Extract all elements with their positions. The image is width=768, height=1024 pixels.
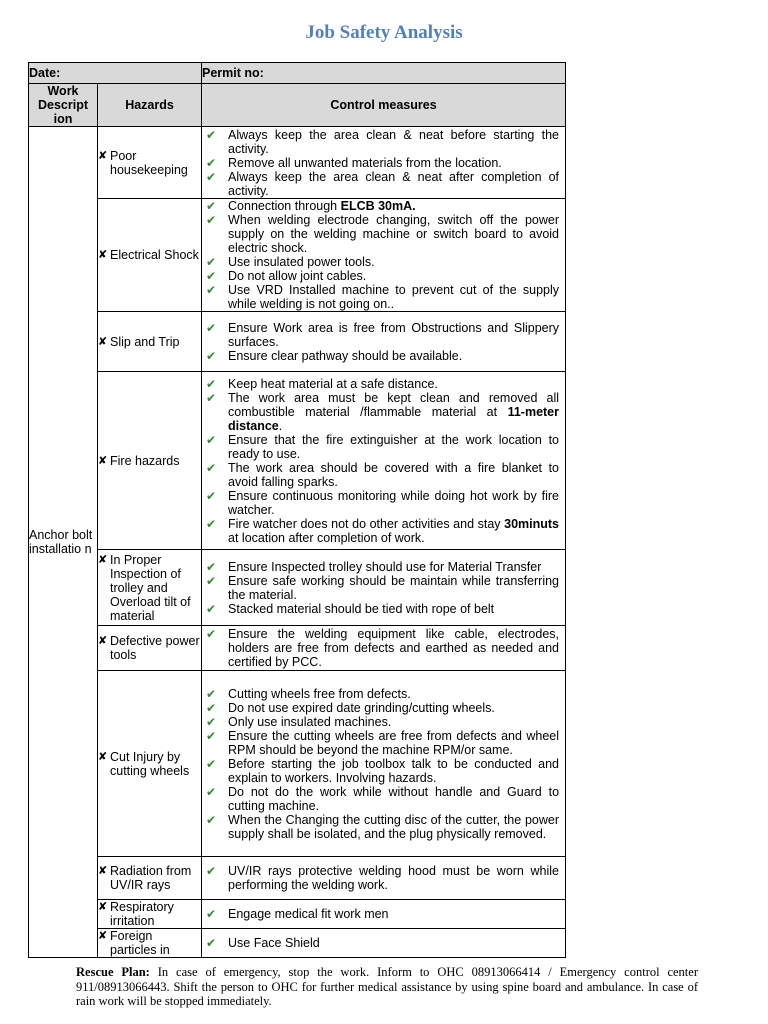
check-mark-icon: ✔	[206, 320, 217, 335]
check-mark-icon: ✔	[206, 516, 217, 531]
cross-mark-icon: ✘	[98, 249, 108, 261]
check-mark-icon: ✔	[206, 376, 217, 391]
hazard-cell	[98, 312, 202, 372]
table-row	[29, 199, 566, 312]
check-mark-icon: ✔	[206, 936, 217, 950]
cross-mark-icon: ✘	[98, 930, 108, 942]
check-mark-icon: ✔	[206, 199, 217, 213]
date-label: Date:	[29, 63, 202, 84]
check-mark-icon: ✔	[206, 864, 217, 878]
check-mark-icon: ✔	[206, 283, 217, 297]
control-measure-item	[206, 170, 559, 198]
control-measure-text: Engage medical fit work men	[228, 907, 389, 921]
control-measure-text: Always keep the area clean & neat before starting the activity.	[228, 127, 560, 156]
hazard-cell	[98, 900, 202, 929]
control-measure-text: Ensure Inspected trolley should use for Material Transfer	[228, 559, 542, 574]
check-mark-icon: ✔	[206, 784, 217, 799]
hazard-text: In Proper Inspection of trolley and Overload tilt of material	[110, 552, 191, 623]
control-measure-text: UV/IR rays protective welding hood must be worn while performing the welding work.	[228, 864, 560, 892]
control-measure-text: The work area must be kept clean and removed all combustible material /flammable material at 11-meter distance.	[228, 390, 560, 433]
check-mark-icon: ✔	[206, 601, 217, 616]
hazard-text: Cut Injury by cutting wheels	[110, 749, 190, 778]
check-mark-icon: ✔	[206, 559, 217, 574]
hazard-cell	[98, 671, 202, 857]
check-mark-icon: ✔	[206, 169, 217, 184]
check-mark-icon: ✔	[206, 812, 217, 827]
control-measures-cell	[202, 550, 566, 626]
control-measure-text: Fire watcher does not do other activities and stay 30minuts at location after completion of work.	[228, 516, 560, 545]
control-measure-text: Ensure the cutting wheels are free from defects and wheel RPM should be beyond the machine RPM/or same.	[228, 728, 560, 757]
control-measure-item	[206, 715, 559, 729]
hazard-cell	[98, 199, 202, 312]
control-measure-item	[206, 757, 559, 785]
control-measure-item	[206, 627, 559, 669]
control-measure-text: Connection through ELCB 30mA.	[228, 199, 416, 213]
column-header-controls: Control measures	[202, 84, 566, 127]
control-measure-text: Do not allow joint cables.	[228, 269, 367, 283]
hazard-text: Poor housekeeping	[110, 148, 188, 177]
hazard-text: Defective power tools	[110, 634, 200, 662]
table-row	[29, 550, 566, 626]
rescue-plan-label: Rescue Plan:	[76, 965, 150, 979]
control-measures-cell	[202, 857, 566, 900]
table-row	[29, 372, 566, 550]
control-measure-text: Ensure that the fire extinguisher at the work location to ready to use.	[228, 432, 560, 461]
control-measure-text: Remove all unwanted materials from the location.	[228, 155, 502, 170]
hazard-cell	[98, 127, 202, 199]
control-measure-text: When the Changing the cutting disc of the cutter, the power supply shall be isolated, and the plug physically removed.	[228, 812, 560, 841]
control-measures-cell	[202, 929, 566, 958]
hazard-cell	[98, 372, 202, 550]
control-measure-item	[206, 560, 559, 574]
work-description-cell: Anchor bolt installatio n	[29, 127, 98, 958]
control-measure-item	[206, 391, 559, 433]
control-measure-item	[206, 349, 559, 363]
check-mark-icon: ✔	[206, 573, 217, 588]
table-row	[29, 312, 566, 372]
table-row	[29, 900, 566, 929]
hazard-text: Slip and Trip	[110, 334, 180, 349]
control-measure-item	[206, 936, 559, 950]
rescue-plan	[76, 965, 698, 1009]
control-measure-text: Do not use expired date grinding/cutting wheels.	[228, 700, 495, 715]
control-measure-item	[206, 321, 559, 349]
hazard-cell	[98, 857, 202, 900]
cross-mark-icon: ✘	[98, 901, 108, 913]
check-mark-icon: ✔	[206, 348, 217, 363]
check-mark-icon: ✔	[206, 432, 217, 447]
page-title: Job Safety Analysis	[305, 22, 463, 43]
control-measure-text: Keep heat material at a safe distance.	[228, 376, 438, 391]
rescue-plan-text: In case of emergency, stop the work. Inform to OHC 08913066414 / Emergency control center 911/08913066443. Shift the person to OHC for further medical assistance by using spine board and ambulance. In case of rain work will be stopped immediately.	[76, 965, 698, 1008]
check-mark-icon: ✔	[206, 686, 217, 701]
cross-mark-icon: ✘	[98, 635, 108, 647]
control-measure-item	[206, 128, 559, 156]
cross-mark-icon: ✘	[98, 149, 108, 162]
control-measures-cell	[202, 312, 566, 372]
check-mark-icon: ✔	[206, 255, 217, 269]
table-row	[29, 857, 566, 900]
column-header-work: Work Descript ion	[29, 84, 98, 127]
control-measure-item	[206, 269, 559, 283]
table-column-headers	[29, 84, 566, 127]
control-measure-item	[206, 213, 559, 255]
control-measure-item	[206, 255, 559, 269]
check-mark-icon: ✔	[206, 907, 217, 921]
control-measure-item	[206, 199, 559, 213]
control-measure-text: When welding electrode changing, switch off the power supply on the welding machine or switch board to avoid electric shock.	[228, 213, 560, 255]
control-measure-item	[206, 687, 559, 701]
control-measure-item	[206, 433, 559, 461]
control-measure-item	[206, 602, 559, 616]
control-measure-item	[206, 489, 559, 517]
cross-mark-icon: ✘	[98, 454, 108, 467]
control-measure-text: Ensure safe working should be maintain while transferring the material.	[228, 573, 560, 602]
check-mark-icon: ✔	[206, 390, 217, 405]
check-mark-icon: ✔	[206, 700, 217, 715]
table-row	[29, 127, 566, 199]
control-measure-text: Before starting the job toolbox talk to be conducted and explain to workers. Involving hazards.	[228, 756, 560, 785]
hazard-text: Foreign particles in	[110, 929, 170, 957]
hazard-text: Radiation from UV/IR rays	[110, 864, 192, 892]
check-mark-icon: ✔	[206, 728, 217, 743]
control-measure-text: Ensure continuous monitoring while doing hot work by fire watcher.	[228, 488, 560, 517]
control-measure-text: Always keep the area clean & neat after completion of activity.	[228, 169, 560, 198]
cross-mark-icon: ✘	[98, 335, 108, 348]
control-measure-item	[206, 701, 559, 715]
hazard-text: Electrical Shock	[110, 248, 199, 262]
cross-mark-icon: ✘	[98, 553, 108, 566]
control-measure-text: Use insulated power tools.	[228, 255, 375, 269]
control-measures-cell	[202, 626, 566, 671]
cross-mark-icon: ✘	[98, 865, 108, 877]
control-measure-item	[206, 517, 559, 545]
control-measure-text: Use VRD Installed machine to prevent cut of the supply while welding is not going on..	[228, 283, 560, 311]
control-measure-item	[206, 377, 559, 391]
control-measure-item	[206, 813, 559, 841]
control-measure-text: Ensure clear pathway should be available.	[228, 348, 463, 363]
permit-label: Permit no:	[202, 63, 566, 84]
hazard-cell	[98, 626, 202, 671]
check-mark-icon: ✔	[206, 714, 217, 729]
control-measure-item	[206, 864, 559, 892]
hazard-cell	[98, 929, 202, 958]
control-measures-cell	[202, 127, 566, 199]
control-measures-cell	[202, 199, 566, 312]
check-mark-icon: ✔	[206, 627, 217, 641]
table-row	[29, 626, 566, 671]
check-mark-icon: ✔	[206, 488, 217, 503]
table-header-top	[29, 63, 566, 84]
check-mark-icon: ✔	[206, 213, 217, 227]
control-measures-cell	[202, 372, 566, 550]
check-mark-icon: ✔	[206, 756, 217, 771]
hazard-text: Fire hazards	[110, 453, 180, 468]
control-measure-text: Cutting wheels free from defects.	[228, 686, 411, 701]
control-measure-text: Stacked material should be tied with rope of belt	[228, 601, 495, 616]
control-measure-item	[206, 283, 559, 311]
control-measure-item	[206, 785, 559, 813]
check-mark-icon: ✔	[206, 155, 217, 170]
check-mark-icon: ✔	[206, 127, 217, 142]
control-measures-cell	[202, 900, 566, 929]
control-measure-item	[206, 156, 559, 170]
hazard-text: Respiratory irritation	[110, 900, 174, 928]
control-measure-text: Do not do the work while without handle and Guard to cutting machine.	[228, 784, 560, 813]
control-measure-text: Only use insulated machines.	[228, 714, 392, 729]
control-measure-item	[206, 461, 559, 489]
control-measure-text: The work area should be covered with a fire blanket to avoid falling sparks.	[228, 460, 560, 489]
control-measure-text: Use Face Shield	[228, 936, 320, 950]
control-measure-item	[206, 729, 559, 757]
hazard-cell	[98, 550, 202, 626]
check-mark-icon: ✔	[206, 269, 217, 283]
check-mark-icon: ✔	[206, 460, 217, 475]
control-measures-cell	[202, 671, 566, 857]
control-measure-item	[206, 907, 559, 921]
table-row	[29, 929, 566, 958]
jsa-table	[28, 62, 566, 958]
control-measure-item	[206, 574, 559, 602]
control-measure-text: Ensure Work area is free from Obstructions and Slippery surfaces.	[228, 320, 560, 349]
table-row	[29, 671, 566, 857]
control-measure-text: Ensure the welding equipment like cable, electrodes, holders are free from defects and earthed as needed and certified by PCC.	[228, 627, 560, 669]
cross-mark-icon: ✘	[98, 750, 108, 763]
column-header-hazards: Hazards	[98, 84, 202, 127]
